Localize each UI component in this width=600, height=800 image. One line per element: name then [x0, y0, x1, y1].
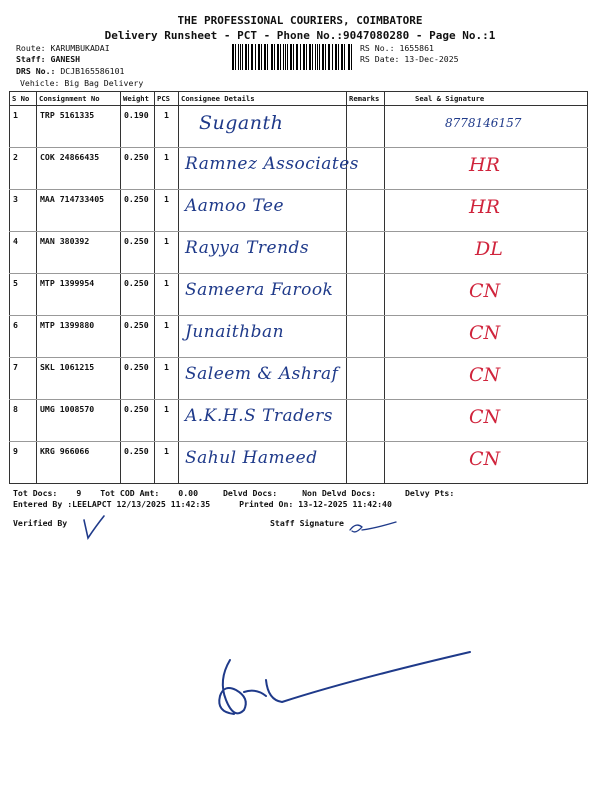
- row-weight: 0.190: [121, 106, 155, 148]
- row-weight: 0.250: [121, 400, 155, 442]
- row-sno: 8: [10, 400, 37, 442]
- seal-signature: CN: [469, 322, 501, 344]
- delvd-docs-label: Delvd Docs:: [222, 488, 278, 498]
- consignee-handwriting: Rayya Trends: [185, 238, 310, 258]
- row-consignee-cell: [179, 190, 347, 232]
- drs-label: DRS No.:: [16, 66, 56, 76]
- staff-value: GANESH: [50, 54, 81, 64]
- row-remarks: [347, 106, 385, 148]
- row-seal-cell: [385, 358, 588, 400]
- consignee-handwriting: Aamoo Tee: [185, 196, 285, 216]
- row-consignment-no: COK 24866435: [37, 148, 121, 190]
- row-weight: 0.250: [121, 316, 155, 358]
- seal-signature: CN: [469, 364, 501, 386]
- row-weight: 0.250: [121, 148, 155, 190]
- staff-label: Staff:: [16, 54, 46, 64]
- col-consignment: Consignment No: [37, 92, 121, 106]
- row-sno: 3: [10, 190, 37, 232]
- large-signature-mark: [200, 640, 490, 730]
- row-sno: 2: [10, 148, 37, 190]
- row-consignment-no: MAN 380392: [37, 232, 121, 274]
- row-remarks: [347, 442, 385, 484]
- seal-signature: HR: [469, 154, 500, 176]
- row-seal-cell: [385, 106, 588, 148]
- seal-signature: CN: [469, 406, 501, 428]
- row-pcs: 1: [155, 148, 179, 190]
- row-consignee-cell: [179, 232, 347, 274]
- seal-signature: CN: [469, 448, 501, 470]
- consignment-table: [9, 91, 588, 484]
- row-sno: 4: [10, 232, 37, 274]
- delvy-pts-label: Delvy Pts:: [405, 488, 455, 498]
- consignee-handwriting: Sameera Farook: [185, 280, 334, 300]
- row-consignee-cell: [179, 316, 347, 358]
- row-pcs: 1: [155, 274, 179, 316]
- row-seal-cell: [385, 316, 588, 358]
- table-row: [10, 232, 588, 274]
- col-seal: Seal & Signature: [385, 92, 588, 106]
- route-line: [16, 43, 110, 54]
- verified-signature-mark: [78, 512, 108, 542]
- row-consignment-no: UMG 1008570: [37, 400, 121, 442]
- rs-no-line: [360, 43, 434, 54]
- table-row: [10, 400, 588, 442]
- row-sno: 9: [10, 442, 37, 484]
- table-row: [10, 148, 588, 190]
- row-pcs: 1: [155, 400, 179, 442]
- consignee-handwriting: Junaithban: [185, 322, 285, 342]
- row-remarks: [347, 232, 385, 274]
- row-weight: 0.250: [121, 274, 155, 316]
- consignee-handwriting: Saleem & Ashraf: [185, 364, 339, 384]
- row-seal-cell: [385, 274, 588, 316]
- row-sno: 1: [10, 106, 37, 148]
- row-seal-cell: [385, 232, 588, 274]
- row-seal-cell: [385, 190, 588, 232]
- row-sno: 6: [10, 316, 37, 358]
- drs-line: [16, 66, 124, 77]
- rs-date-value: 13-Dec-2025: [404, 54, 459, 64]
- table-row: [10, 106, 588, 148]
- entry-line: [13, 499, 392, 509]
- row-seal-cell: [385, 442, 588, 484]
- row-consignee-cell: [179, 106, 347, 148]
- row-pcs: 1: [155, 358, 179, 400]
- printed-on: Printed On: 13-12-2025 11:42:40: [239, 499, 392, 509]
- non-delvd-docs-label: Non Delvd Docs:: [302, 488, 377, 498]
- col-pcs: PCS: [155, 92, 179, 106]
- row-consignee-cell: [179, 442, 347, 484]
- col-remarks: Remarks: [347, 92, 385, 106]
- row-weight: 0.250: [121, 232, 155, 274]
- tot-cod-label: Tot COD Amt:: [100, 488, 160, 498]
- entered-by: Entered By :LEELAPCT 12/13/2025 11:42:35: [13, 499, 211, 509]
- seal-signature: DL: [475, 238, 503, 260]
- row-pcs: 1: [155, 232, 179, 274]
- row-remarks: [347, 148, 385, 190]
- row-sno: 5: [10, 274, 37, 316]
- seal-signature: 8778146157: [445, 116, 522, 130]
- col-weight: Weight: [121, 92, 155, 106]
- barcode: [232, 44, 354, 70]
- vehicle-label: Vehicle:: [20, 78, 60, 88]
- vehicle-line: [20, 78, 143, 89]
- table-row: [10, 442, 588, 484]
- row-pcs: 1: [155, 190, 179, 232]
- staff-line: [16, 54, 80, 65]
- row-sno: 7: [10, 358, 37, 400]
- tot-docs-label: Tot Docs:: [13, 488, 58, 498]
- table-row: [10, 190, 588, 232]
- row-weight: 0.250: [121, 442, 155, 484]
- table-row: [10, 274, 588, 316]
- row-consignment-no: MTP 1399954: [37, 274, 121, 316]
- row-weight: 0.250: [121, 358, 155, 400]
- route-label: Route:: [16, 43, 46, 53]
- row-consignee-cell: [179, 148, 359, 190]
- row-pcs: 1: [155, 316, 179, 358]
- row-seal-cell: [385, 400, 588, 442]
- row-pcs: 1: [155, 106, 179, 148]
- seal-signature: HR: [469, 196, 500, 218]
- staff-signature-mark: [348, 518, 400, 536]
- rs-no-label: RS No.:: [360, 43, 395, 53]
- row-remarks: [347, 358, 385, 400]
- row-consignment-no: KRG 966066: [37, 442, 121, 484]
- drs-value: DCJB165586101: [60, 66, 125, 76]
- row-consignee-cell: [179, 274, 347, 316]
- rs-date-label: RS Date:: [360, 54, 400, 64]
- row-remarks: [347, 274, 385, 316]
- runsheet-subtitle: Delivery Runsheet - PCT - Phone No.:9047080280 - Page No.:1: [104, 29, 496, 42]
- company-title: THE PROFESSIONAL COURIERS, COIMBATORE: [177, 14, 423, 27]
- totals-line: [13, 488, 454, 498]
- row-remarks: [347, 400, 385, 442]
- rs-no-value: 1655861: [399, 43, 434, 53]
- verified-by-label: Verified By: [13, 518, 68, 528]
- rs-date-line: [360, 54, 459, 65]
- col-consignee: Consignee Details: [179, 92, 347, 106]
- table-row: [10, 358, 588, 400]
- row-consignment-no: MAA 714733405: [37, 190, 121, 232]
- vehicle-value: Big Bag Delivery: [64, 78, 144, 88]
- row-consignee-cell: [179, 400, 347, 442]
- consignee-handwriting: A.K.H.S Traders: [185, 406, 333, 426]
- row-consignment-no: TRP 5161335: [37, 106, 121, 148]
- row-seal-cell: [385, 148, 588, 190]
- tot-docs-value: 9: [76, 488, 82, 498]
- row-consignment-no: MTP 1399880: [37, 316, 121, 358]
- table-header-row: [10, 92, 588, 106]
- tot-cod-value: 0.00: [178, 488, 198, 498]
- consignee-handwriting: Suganth: [199, 112, 284, 134]
- row-remarks: [347, 316, 385, 358]
- table-row: [10, 316, 588, 358]
- row-pcs: 1: [155, 442, 179, 484]
- row-consignment-no: SKL 1061215: [37, 358, 121, 400]
- row-weight: 0.250: [121, 190, 155, 232]
- consignee-handwriting: Sahul Hameed: [185, 448, 318, 468]
- col-sno: S No: [10, 92, 37, 106]
- seal-signature: CN: [469, 280, 501, 302]
- consignee-handwriting: Ramnez Associates: [185, 154, 359, 174]
- route-value: KARUMBUKADAI: [50, 43, 110, 53]
- row-consignee-cell: [179, 358, 347, 400]
- row-remarks: [347, 190, 385, 232]
- staff-signature-label: Staff Signature: [270, 518, 344, 528]
